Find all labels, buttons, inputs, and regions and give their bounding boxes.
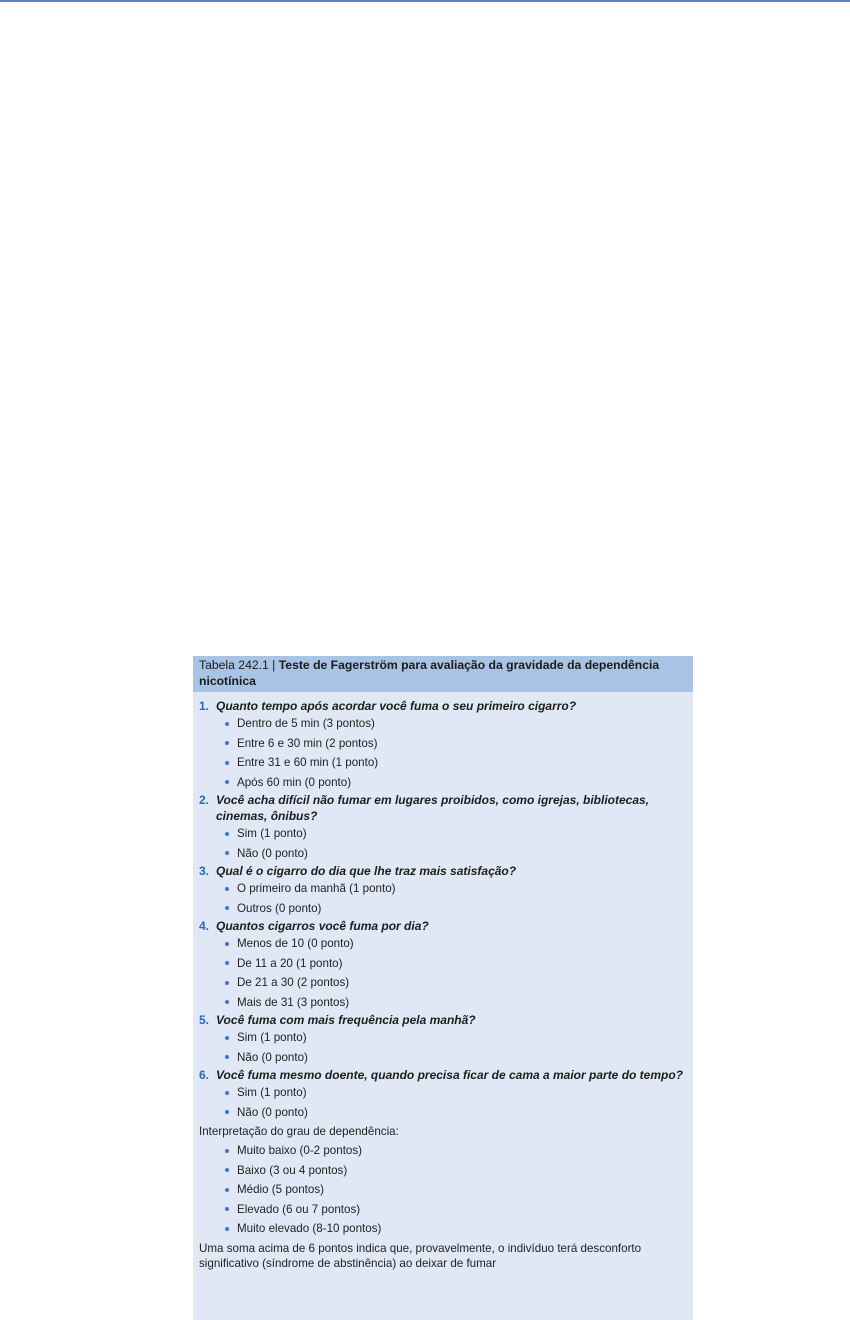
question-text: Você acha difícil não fumar em lugares proibidos, como igrejas, bibliotecas, cinemas, ônibus? [216, 793, 650, 823]
conclusion-text: Uma soma acima de 6 pontos indica que, provavelmente, o indivíduo terá desconforto significativo (síndrome de abstinência) ao deixar de fumar [199, 1241, 642, 1270]
option-label: Menos de 10 (0 ponto) [237, 937, 354, 951]
option-label: Não (0 ponto) [237, 846, 308, 860]
option-item [199, 934, 687, 954]
interpretation-item [199, 1141, 687, 1161]
question-number: 6. [199, 1068, 210, 1082]
question-number: 1. [199, 699, 210, 713]
bullet-icon [225, 1207, 229, 1211]
interpretation-item [199, 1180, 687, 1200]
caption-title: Teste de Fagerström para avaliação da gravidade da dependência nicotínica [199, 658, 660, 688]
interpretation-level: Médio (5 pontos) [237, 1183, 324, 1197]
bullet-icon [225, 1091, 229, 1095]
bullet-icon [225, 1055, 229, 1059]
question-6 [199, 1067, 687, 1083]
option-item [199, 1048, 687, 1068]
question-3 [199, 863, 687, 879]
option-item [199, 1083, 687, 1103]
bullet-icon [225, 851, 229, 855]
option-item [199, 993, 687, 1013]
question-text: Você fuma com mais frequência pela manhã? [216, 1013, 476, 1027]
bullet-icon [225, 722, 229, 726]
bullet-icon [225, 1227, 229, 1231]
bullet-icon [225, 981, 229, 985]
question-2 [199, 792, 687, 824]
bullet-icon [225, 741, 229, 745]
option-item [199, 773, 687, 793]
option-label: Não (0 ponto) [237, 1050, 308, 1064]
bullet-icon [225, 961, 229, 965]
question-number: 4. [199, 919, 210, 933]
table-caption [193, 656, 693, 692]
bullet-icon [225, 1168, 229, 1172]
option-item [199, 1028, 687, 1048]
question-text: Qual é o cigarro do dia que lhe traz mais satisfação? [216, 864, 517, 878]
bullet-icon [225, 832, 229, 836]
top-rule [0, 0, 850, 2]
bullet-icon [225, 761, 229, 765]
interpretation-level: Baixo (3 ou 4 pontos) [237, 1163, 348, 1177]
interpretation-level: Muito elevado (8-10 pontos) [237, 1222, 382, 1236]
option-label: Entre 31 e 60 min (1 ponto) [237, 756, 379, 770]
option-item [199, 824, 687, 844]
option-label: Mais de 31 (3 pontos) [237, 995, 350, 1009]
option-label: Sim (1 ponto) [237, 827, 307, 841]
caption-prefix: Tabela 242.1 | [199, 658, 279, 672]
option-label: Entre 6 e 30 min (2 pontos) [237, 736, 378, 750]
option-item [199, 954, 687, 974]
interpretation-label: Interpretação do grau de dependência: [199, 1125, 399, 1138]
bullet-icon [225, 780, 229, 784]
option-label: Dentro de 5 min (3 pontos) [237, 717, 375, 731]
option-item [199, 973, 687, 993]
interpretation-item [199, 1219, 687, 1239]
interpretation-item [199, 1161, 687, 1181]
option-label: Outros (0 ponto) [237, 901, 322, 915]
question-text: Você fuma mesmo doente, quando precisa ficar de cama a maior parte do tempo? [216, 1068, 684, 1082]
bullet-icon [225, 1036, 229, 1040]
question-number: 3. [199, 864, 210, 878]
interpretation-level: Elevado (6 ou 7 pontos) [237, 1202, 361, 1216]
interpretation-item [199, 1200, 687, 1220]
fagerstrom-table [193, 656, 693, 1320]
option-item [199, 714, 687, 734]
option-label: De 11 a 20 (1 ponto) [237, 956, 343, 970]
bullet-icon [225, 887, 229, 891]
bullet-icon [225, 1188, 229, 1192]
option-item [199, 844, 687, 864]
question-number: 2. [199, 793, 210, 807]
table-body [193, 692, 693, 1272]
option-item [199, 899, 687, 919]
option-label: Após 60 min (0 ponto) [237, 775, 352, 789]
question-number: 5. [199, 1013, 210, 1027]
bullet-icon [225, 906, 229, 910]
bullet-icon [225, 1000, 229, 1004]
option-label: O primeiro da manhã (1 ponto) [237, 882, 396, 896]
option-label: De 21 a 30 (2 pontos) [237, 976, 350, 990]
option-label: Não (0 ponto) [237, 1105, 308, 1119]
option-label: Sim (1 ponto) [237, 1086, 307, 1100]
bullet-icon [225, 1149, 229, 1153]
bullet-icon [225, 1110, 229, 1114]
question-text: Quantos cigarros você fuma por dia? [216, 919, 429, 933]
option-label: Sim (1 ponto) [237, 1031, 307, 1045]
question-text: Quanto tempo após acordar você fuma o seu primeiro cigarro? [216, 699, 577, 713]
question-5 [199, 1012, 687, 1028]
option-item [199, 879, 687, 899]
option-item [199, 1103, 687, 1123]
bullet-icon [225, 942, 229, 946]
question-1 [199, 698, 687, 714]
question-4 [199, 918, 687, 934]
option-item [199, 753, 687, 773]
interpretation-level: Muito baixo (0-2 pontos) [237, 1144, 363, 1158]
option-item [199, 734, 687, 754]
